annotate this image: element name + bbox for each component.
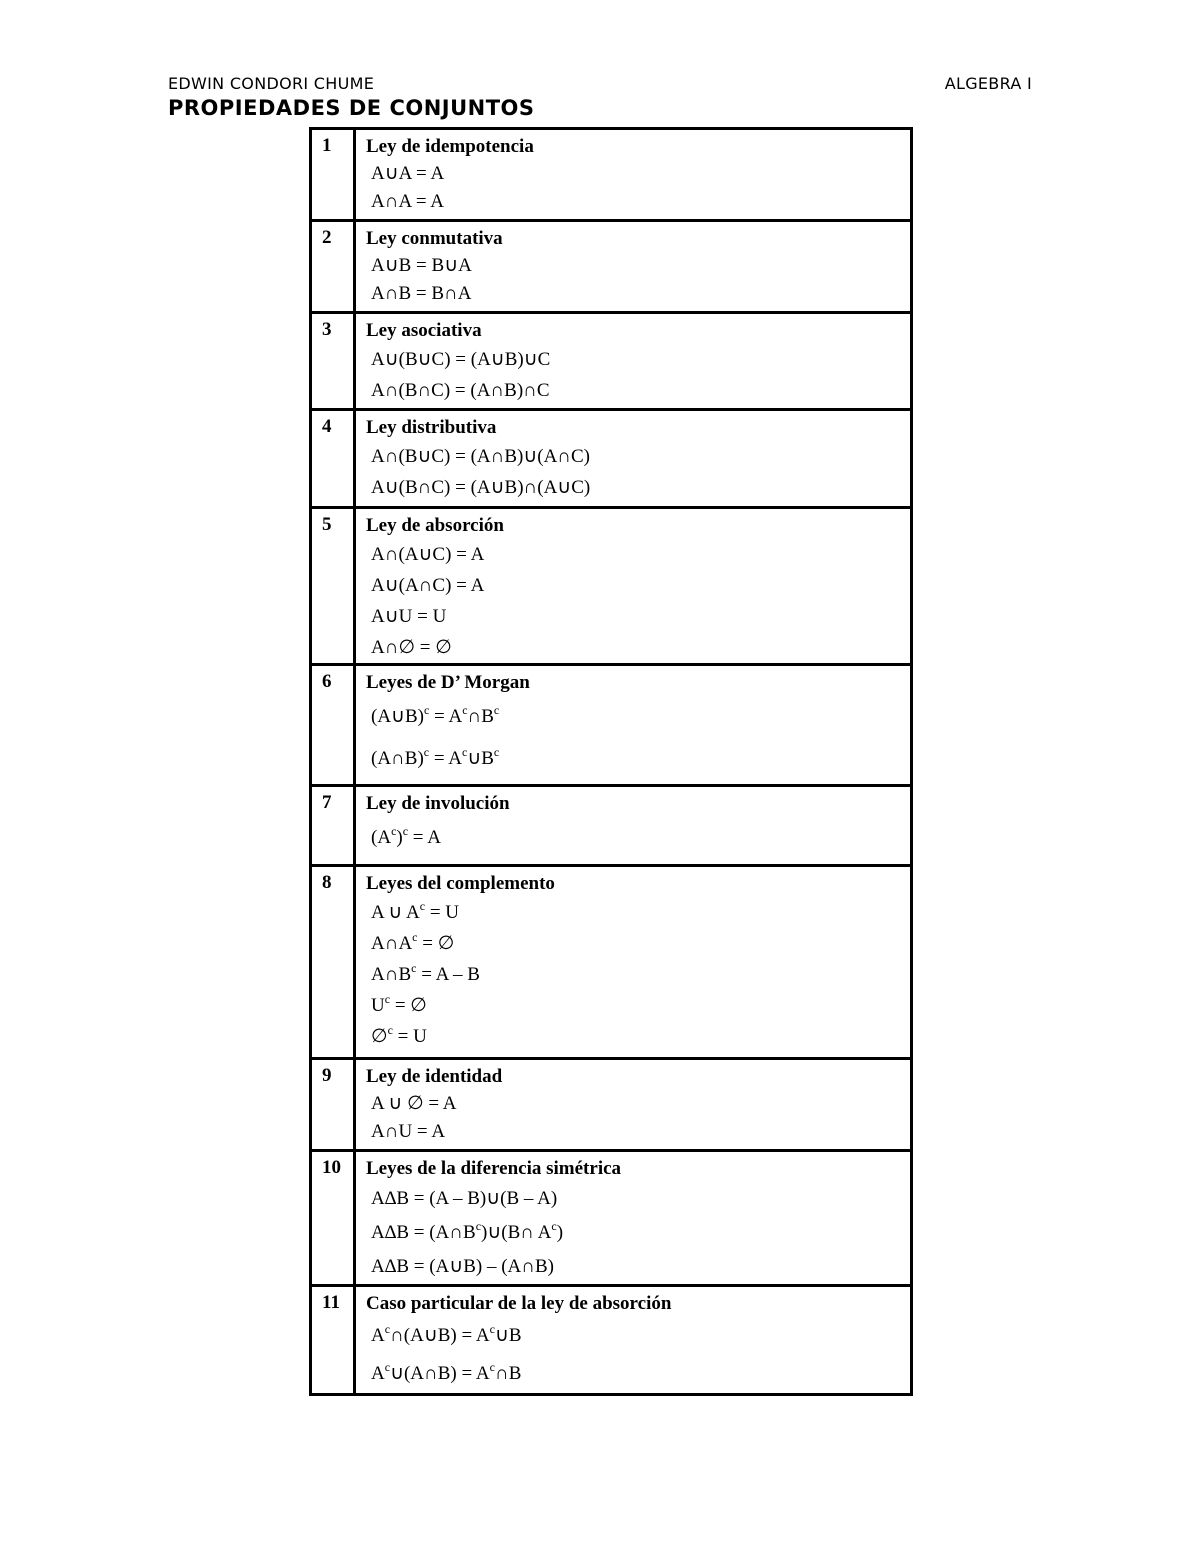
law-formula: (A∪B)$^c$ = $A^c\cap B^c$: [371, 703, 500, 727]
law-number: 5: [311, 508, 355, 665]
law-formula: $A\Delta B = (A\cap B^c)\cup(B\cap$ $A^c$): [371, 1219, 564, 1243]
law-formula: A∪(B∪C) = (A∪B)∪C: [371, 349, 551, 370]
law-content: [355, 313, 912, 410]
law-number: 3: [311, 313, 355, 410]
law-title: Ley asociativa: [366, 320, 482, 341]
law-formula: A ∪ $A^c = U$: [371, 899, 460, 923]
law-number: 6: [311, 665, 355, 786]
law-content: [355, 665, 912, 786]
law-title: Leyes del complemento: [366, 873, 555, 894]
law-content: [355, 508, 912, 665]
law-content: [355, 221, 912, 313]
law-formulas: [366, 1182, 910, 1284]
law-row: [311, 313, 912, 410]
law-formula: A∆B = (A – B)∪(B – A): [371, 1188, 558, 1209]
law-row: [311, 221, 912, 313]
law-formula: A∩U = A: [371, 1121, 446, 1142]
law-content: [355, 410, 912, 508]
law-formulas: [366, 897, 910, 1052]
law-title: Caso particular de la ley de absorción: [366, 1293, 672, 1314]
law-title: Ley de involución: [366, 793, 510, 814]
law-content: [355, 129, 912, 221]
law-row: [311, 1059, 912, 1151]
law-formulas: [366, 344, 910, 406]
law-formula: $A\cap A^c$ = ∅: [371, 930, 455, 954]
law-formula: A∩B = B∩A: [371, 283, 472, 304]
law-formula: (A∩B)$^c$ = $A^c\cup B^c$: [371, 745, 500, 769]
law-formula: ∅$^c$ = U: [371, 1023, 427, 1047]
properties-table: [309, 127, 913, 1396]
law-formulas: [366, 696, 910, 780]
law-row: [311, 129, 912, 221]
law-formula: A∪(A∩C) = A: [371, 575, 485, 596]
law-number: 4: [311, 410, 355, 508]
law-row: [311, 786, 912, 866]
law-row: [311, 1286, 912, 1395]
page-title: PROPIEDADES DE CONJUNTOS: [168, 96, 535, 120]
law-title: Leyes de la diferencia simétrica: [366, 1158, 622, 1179]
law-content: [355, 1286, 912, 1395]
law-row: [311, 665, 912, 786]
law-formula: A ∪ ∅ = A: [371, 1093, 457, 1114]
law-formulas: [366, 1090, 910, 1146]
law-formula: A∩(B∩C) = (A∩B)∩C: [371, 380, 550, 401]
law-formula: A∪U = U: [371, 606, 447, 627]
page-header: [168, 74, 1032, 96]
law-formulas: [366, 539, 910, 663]
law-formula: A∪B = B∪A: [371, 255, 472, 276]
law-formula: A∆B = (A∪B) – (A∩B): [371, 1256, 554, 1277]
law-content: [355, 1151, 912, 1286]
law-number: 2: [311, 221, 355, 313]
law-content: [355, 786, 912, 866]
properties-table-body: [311, 129, 912, 1395]
law-formula: A∪A = A: [371, 163, 445, 184]
law-number: 7: [311, 786, 355, 866]
law-content: [355, 1059, 912, 1151]
law-formula: $(A^c)^c = A$: [371, 824, 441, 848]
law-formula: $A^c\cup(A\cap B)$ = $A^c\cap B$: [371, 1360, 522, 1384]
law-row: [311, 1151, 912, 1286]
author-name: EDWIN CONDORI CHUME: [168, 74, 375, 93]
law-number: 8: [311, 866, 355, 1059]
law-title: Ley conmutativa: [366, 228, 503, 249]
law-formula: A∪(B∩C) = (A∪B)∩(A∪C): [371, 477, 591, 498]
law-number: 1: [311, 129, 355, 221]
law-title: Ley de idempotencia: [366, 136, 534, 157]
law-row: [311, 866, 912, 1059]
law-formula: A∩A = A: [371, 191, 445, 212]
law-formula: $A^c\cap(A\cup B)$ = $A^c\cup B$: [371, 1322, 522, 1346]
law-title: Ley de identidad: [366, 1066, 503, 1087]
law-formula: A∩(A∪C) = A: [371, 544, 485, 565]
law-formulas: [366, 160, 910, 216]
law-formula: A∩(B∪C) = (A∩B)∪(A∩C): [371, 446, 591, 467]
law-title: Leyes de D’ Morgan: [366, 672, 530, 693]
law-formula: $U^c$ = ∅: [371, 992, 427, 1016]
law-content: [355, 866, 912, 1059]
law-row: [311, 410, 912, 508]
law-row: [311, 508, 912, 665]
law-formula: A∩∅ = ∅: [371, 637, 452, 658]
course-name: ALGEBRA I: [944, 74, 1032, 93]
law-number: 11: [311, 1286, 355, 1395]
law-formula: $A\cap B^c = A - B$: [371, 961, 480, 985]
law-formulas: [366, 441, 910, 503]
law-title: Ley de absorción: [366, 515, 504, 536]
law-formulas: [366, 817, 910, 859]
law-formulas: [366, 252, 910, 308]
law-formulas: [366, 1317, 910, 1393]
law-number: 9: [311, 1059, 355, 1151]
law-number: 10: [311, 1151, 355, 1286]
law-title: Ley distributiva: [366, 417, 497, 438]
